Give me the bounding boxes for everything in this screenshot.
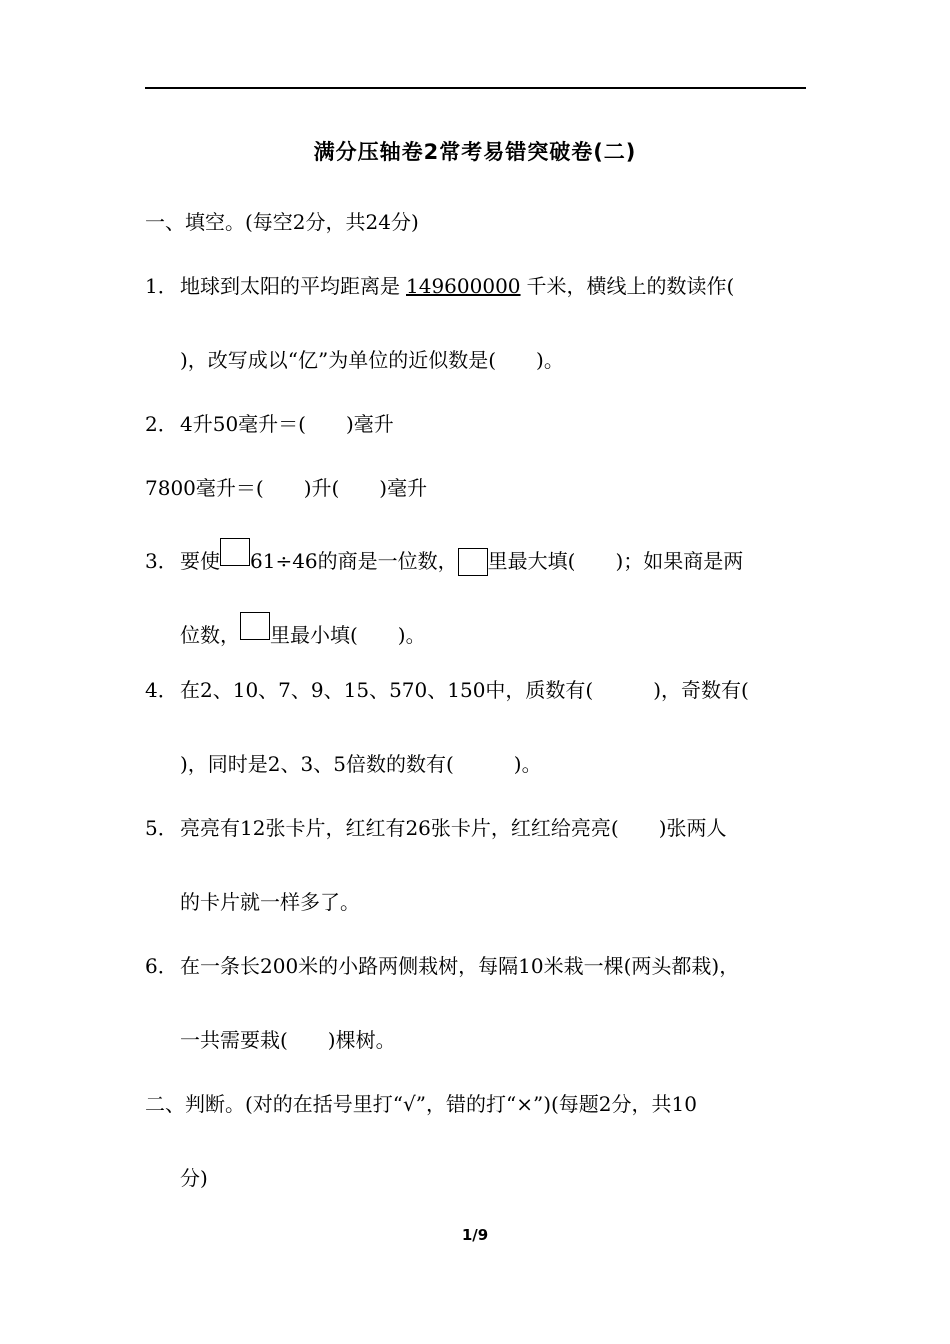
page-number: 1/9 — [461, 1226, 489, 1244]
blank-box — [458, 548, 488, 576]
question-number: 3． — [145, 549, 178, 573]
blank-box — [240, 612, 270, 640]
question-number: 4． — [145, 678, 178, 702]
section1-heading: 一、填空。(每空2分，共24分) — [145, 210, 419, 234]
section2-heading: 二、判断。(对的在括号里打“√”，错的打“×”)(每题2分，共10 — [145, 1092, 697, 1116]
question-1: 1． 地球到太阳的平均距离是 149600000 千米，横线上的数读作( — [145, 274, 735, 298]
question-4-continued: )，同时是2、3、5倍数的数有( )。 — [180, 752, 542, 776]
question-6: 6． 在一条长200米的小路两侧栽树，每隔10米栽一棵(两头都栽)， — [145, 954, 740, 978]
question-1-continued: )，改写成以“亿”为单位的近似数是( )。 — [180, 348, 564, 372]
question-4: 4． 在2、10、7、9、15、570、150中，质数有( )，奇数有( — [145, 678, 749, 702]
question-5-continued: 的卡片就一样多了。 — [180, 890, 360, 914]
question-2: 2． 4升50毫升＝( )毫升 — [145, 412, 394, 436]
question-3-continued: 位数， 里最小填( )。 — [180, 612, 426, 649]
blank-box — [220, 538, 250, 566]
question-3: 3． 要使 61÷46的商是一位数， 里最大填( )；如果商是两 — [145, 538, 743, 576]
section2-heading-continued: 分) — [180, 1166, 208, 1190]
page-title: 满分压轴卷2常考易错突破卷(二) — [313, 140, 637, 164]
question-2-second-line: 7800毫升＝( )升( )毫升 — [145, 476, 428, 500]
question-number: 1． — [145, 274, 178, 298]
question-6-continued: 一共需要栽( )棵树。 — [180, 1028, 396, 1052]
question-number: 2． — [145, 412, 178, 436]
question-number: 6． — [145, 954, 178, 978]
header-rule — [145, 87, 806, 89]
question-5: 5． 亮亮有12张卡片，红红有26张卡片，红红给亮亮( )张两人 — [145, 816, 727, 840]
underlined-number: 149600000 — [406, 274, 521, 298]
question-number: 5． — [145, 816, 178, 840]
